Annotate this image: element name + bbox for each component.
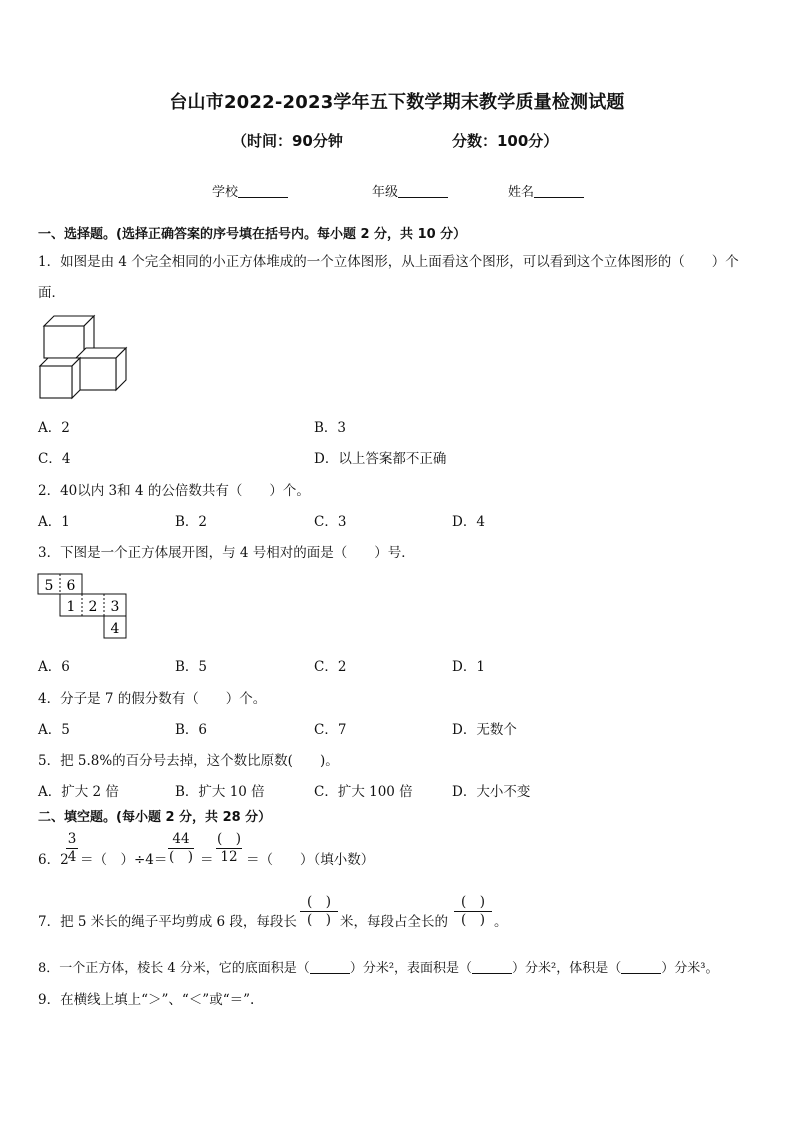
q8-part3: ）分米²，体积是（ [512,961,622,976]
q7-part3: 。 [494,914,508,930]
q9-text: 9．在横线上填上“＞”、“＜”或“＝”. [38,992,255,1008]
q8-blank-surface-area[interactable] [472,961,512,974]
section2-heading: 二、填空题。(每小题 2 分，共 28 分） [38,810,272,825]
school-label: 学校 [212,185,239,200]
q7-fraction2 [454,894,492,929]
q1-line2: 面． [38,285,65,301]
net-face-2: 2 [88,599,98,615]
q2-text: 2．40以内 3和 4 的公倍数共有（ ）个。 [38,483,310,499]
q6-equals: ＝ [200,852,214,868]
q8-text [38,957,718,976]
q2-option-c[interactable]: C．3 [314,514,347,530]
q6-prefix: 6．2 [38,852,69,868]
q8-part4: ）分米³。 [661,961,719,976]
q6-fraction3-denominator: 12 [220,849,238,865]
q6-fraction2-numerator: 44 [172,831,190,847]
net-face-4: 4 [110,621,120,637]
school-field [212,181,288,200]
page-title: 台山市2022-2023学年五下数学期末教学质量检测试题 [169,92,625,113]
q1-line1: 1．如图是由 4 个完全相同的小正方体堆成的一个立体图形，从上面看这个图形，可以看到这个立体图形的（ ）个 [38,254,739,270]
q5-option-d[interactable]: D．大小不变 [452,784,531,800]
q6-part1: ＝（ ）÷4＝ [80,852,168,868]
q8-blank-volume[interactable] [621,961,661,974]
section1-heading: 一、选择题。(选择正确答案的序号填在括号内。每小题 2 分，共 10 分） [38,227,467,242]
name-blank[interactable] [534,183,584,198]
q3-option-d[interactable]: D．1 [452,659,485,675]
score-label: 分数：100分） [452,132,559,150]
q3-option-b[interactable]: B．5 [175,659,208,675]
q4-option-b[interactable]: B．6 [175,722,208,738]
q4-option-a[interactable]: A．5 [38,722,70,738]
q8-part1: 8．一个正方体，棱长 4 分米，它的底面积是（ [38,961,310,976]
q6-part2: ＝（ ）（填小数） [246,852,375,868]
q2-option-d[interactable]: D．4 [452,514,485,530]
q3-text: 3．下图是一个正方体展开图，与 4 号相对的面是（ ）号． [38,545,415,561]
q7-fraction1 [300,894,338,929]
q6-mixed-fraction [66,831,78,866]
q8-part2: ）分米²，表面积是（ [349,961,473,976]
name-label: 姓名 [508,185,535,200]
q1-option-c[interactable]: C．4 [38,451,71,467]
net-face-5: 5 [44,578,54,594]
q7-fraction2-denominator[interactable]: ( ) [460,912,486,928]
q6-fraction2 [168,831,194,866]
q5-option-c[interactable]: C．扩大 100 倍 [314,784,413,800]
q4-text: 4．分子是 7 的假分数有（ ）个。 [38,691,267,707]
cube-net-figure [36,572,132,640]
q1-option-a[interactable]: A．2 [38,420,70,436]
grade-field [372,181,448,200]
q7-fraction2-numerator[interactable]: ( ) [460,894,486,910]
q5-text: 5．把 5.8%的百分号去掉，这个数比原数( )。 [38,753,339,769]
q7-fraction1-denominator[interactable]: ( ) [306,912,332,928]
q4-option-d[interactable]: D．无数个 [452,722,517,738]
q6-fraction3 [216,831,242,866]
grade-blank[interactable] [398,183,448,198]
name-field [508,181,584,200]
grade-label: 年级 [372,185,399,200]
q6-mixed-denominator: 4 [67,849,77,865]
q2-option-a[interactable]: A．1 [38,514,70,530]
time-label: （时间：90分钟 [232,132,343,150]
q6-fraction3-numerator[interactable]: ( ) [216,831,242,847]
q7-part2: 米，每段占全长的 [340,914,448,930]
q3-option-a[interactable]: A．6 [38,659,70,675]
q1-option-d[interactable]: D．以上答案都不正确 [314,451,447,467]
net-face-3: 3 [110,599,120,615]
school-blank[interactable] [238,183,288,198]
cube-stack-figure [36,312,128,400]
q5-option-a[interactable]: A．扩大 2 倍 [38,784,119,800]
q7-part1: 7．把 5 米长的绳子平均剪成 6 段，每段长 [38,914,297,930]
q6-mixed-numerator: 3 [67,831,77,847]
q2-option-b[interactable]: B．2 [175,514,208,530]
q8-blank-base-area[interactable] [310,961,350,974]
q4-option-c[interactable]: C．7 [314,722,347,738]
q3-option-c[interactable]: C．2 [314,659,347,675]
q5-option-b[interactable]: B．扩大 10 倍 [175,784,265,800]
q1-option-b[interactable]: B．3 [314,420,347,436]
net-face-6: 6 [66,578,76,594]
q6-fraction2-denominator[interactable]: ( ) [168,849,194,865]
net-face-1: 1 [66,599,76,615]
q7-fraction1-numerator[interactable]: ( ) [306,894,332,910]
